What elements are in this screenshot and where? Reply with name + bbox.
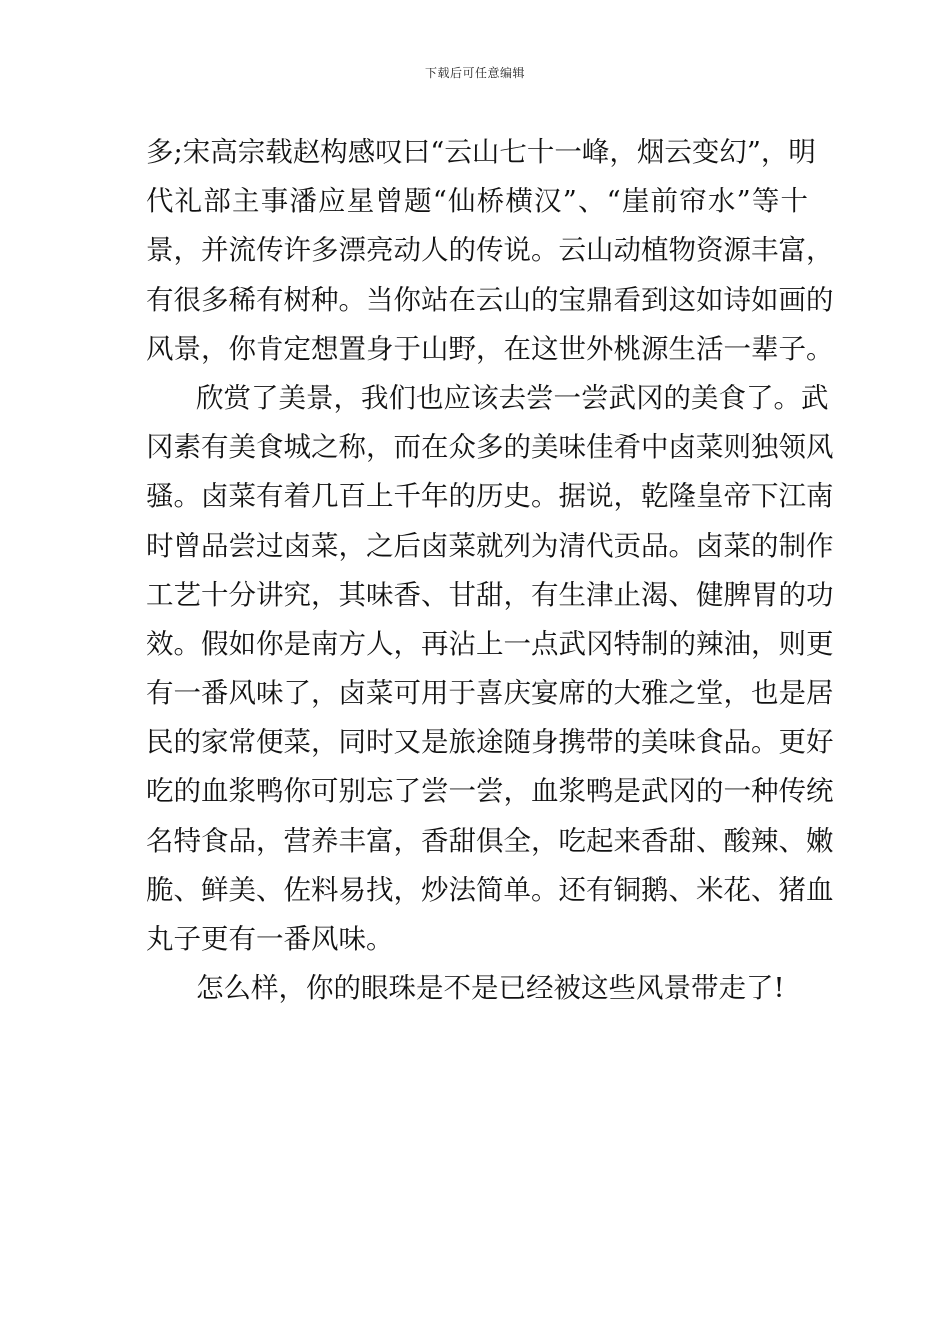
text-line: 风景，你肯定想置身于山野，在这世外桃源生活一辈子。 — [146, 332, 834, 365]
paragraph — [146, 964, 808, 1013]
text-line: 骚。卤菜有着几百上千年的历史。据说，乾隆皇帝下江南 — [146, 480, 834, 513]
text-line: 代礼部主事潘应星曾题“仙桥横汉”、“崖前帘水”等十 — [146, 185, 808, 218]
text-line: 时曾品尝过卤菜，之后卤菜就列为清代贡品。卤菜的制作 — [146, 529, 834, 562]
text-line: 有一番风味了，卤菜可用于喜庆宴席的大雅之堂，也是居 — [146, 677, 834, 710]
text-line: 吃的血浆鸭你可别忘了尝一尝，血浆鸭是武冈的一种传统 — [146, 775, 834, 808]
text-line: 效。假如你是南方人，再沾上一点武冈特制的辣油，则更 — [146, 627, 834, 660]
text-line: 民的家常便菜，同时又是旅途随身携带的美味食品。更好 — [146, 726, 834, 759]
text-line: 欣赏了美景，我们也应该去尝一尝武冈的美食了。武 — [196, 381, 829, 414]
text-line: 景，并流传许多漂亮动人的传说。云山动植物资源丰富， — [146, 234, 834, 267]
paragraph — [146, 128, 834, 374]
text-line: 工艺十分讲究，其味香、甘甜，有生津止渴、健脾胃的功 — [146, 578, 834, 611]
text-line: 名特食品，营养丰富，香甜俱全，吃起来香甜、酸辣、嫩 — [146, 824, 834, 857]
text-line: 冈素有美食城之称，而在众多的美味佳肴中卤菜则独领风 — [146, 431, 834, 464]
text-line: 丸子更有一番风味。 — [146, 923, 394, 955]
text-line: 有很多稀有树种。当你站在云山的宝鼎看到这如诗如画的 — [146, 283, 834, 316]
text-line: 脆、鲜美、佐料易找，炒法简单。还有铜鹅、米花、猪血 — [146, 873, 834, 906]
body-text — [146, 128, 834, 1013]
text-line: 多;宋高宗载赵构感叹曰“云山七十一峰，烟云变幻”，明 — [146, 136, 816, 168]
paragraph — [146, 374, 834, 964]
text-line: 怎么样，你的眼珠是不是已经被这些风景带走了! — [196, 972, 785, 1005]
header-note: 下载后可任意编辑 — [424, 66, 525, 80]
